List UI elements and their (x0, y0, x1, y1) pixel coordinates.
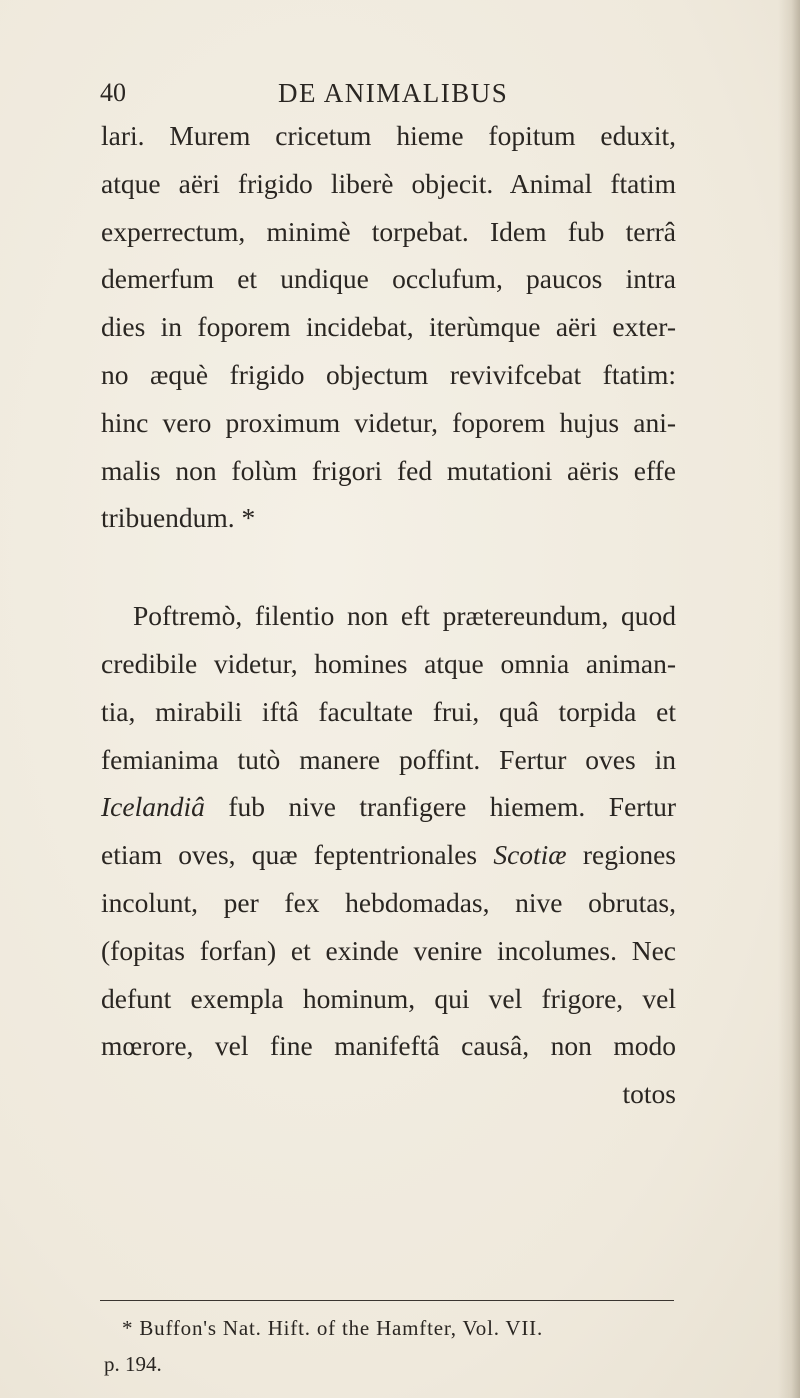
italic-term: Icelandiâ (101, 791, 205, 823)
text-segment: etiam oves, quæ feptentrionales (101, 839, 494, 871)
footnote-line: p. 194. (104, 1352, 162, 1376)
text-line: demerfum et undique occlufum, paucos intra (101, 263, 676, 295)
text-line: tribuendum. * (101, 502, 256, 534)
paragraph-gap (101, 542, 676, 592)
text-line: mœrore, vel fine manifeftâ causâ, non modo (101, 1030, 676, 1062)
running-title: DE ANIMALIBUS (278, 78, 509, 108)
text-line: lari. Murem cricetum hieme fopitum eduxit, (101, 120, 676, 151)
text-line: dies in foporem incidebat, iterùmque aëri exter- (101, 311, 676, 343)
text-segment: regiones (566, 839, 676, 871)
text-line: incolunt, per fex hebdomadas, nive obrutas, (101, 886, 676, 918)
text-line: tia, mirabili iftâ facultate frui, quâ torpida et (101, 695, 676, 727)
text-line-with-italic (101, 783, 676, 831)
page-number: 40 (100, 78, 126, 107)
text-line: (fopitas forfan) et exinde venire incolumes. Nec (101, 934, 676, 966)
text-line-with-italic (101, 831, 676, 879)
text-line: atque aëri frigido liberè objecit. Animal ftatim (101, 167, 676, 199)
text-line: experrectum, minimè torpebat. Idem fub terrâ (101, 215, 676, 247)
text-line: no æquè frigido objectum revivifcebat ftatim: (101, 358, 676, 390)
page-edge-shadow (778, 0, 800, 1398)
italic-term: Scotiæ (493, 839, 567, 871)
text-segment: fub nive tranfigere hiemem. Fertur (204, 791, 676, 823)
body-text (101, 112, 676, 1118)
catchword: totos (622, 1078, 676, 1110)
footnote (104, 1310, 684, 1382)
footnote-rule (100, 1300, 674, 1301)
text-line: femianima tutò manere poffint. Fertur oves in (101, 743, 676, 775)
text-line: defunt exempla hominum, qui vel frigore, vel (101, 982, 676, 1014)
footnote-line: * Buffon's Nat. Hift. of the Hamfter, Vol. VII. (122, 1316, 544, 1340)
text-line: hinc vero proximum videtur, foporem hujus ani- (101, 406, 676, 438)
text-line: Poftremò, filentio non eft prætereundum, quod (133, 600, 676, 632)
text-line: credibile videtur, homines atque omnia animan- (101, 647, 676, 679)
text-line: malis non folùm frigori fed mutationi aëris effe (101, 454, 676, 486)
